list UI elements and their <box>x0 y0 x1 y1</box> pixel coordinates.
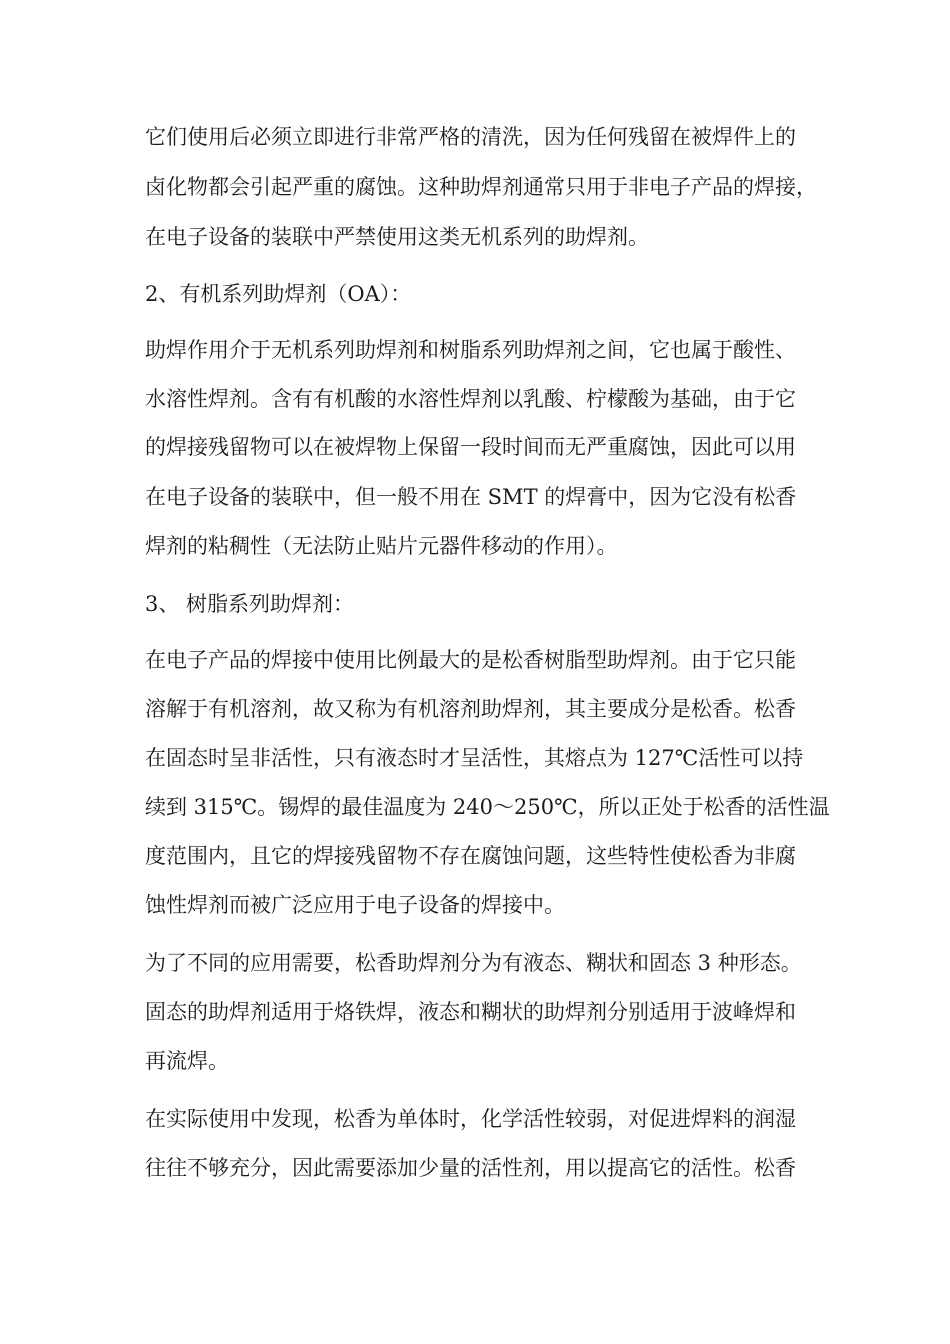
text-line: 在电子设备的装联中，但一般不用在 SMT 的焊膏中，因为它没有松香 <box>145 485 797 509</box>
text-line: 度范围内，且它的焊接残留物不存在腐蚀问题，这些特性使松香为非腐 <box>145 844 796 868</box>
section-heading: 3、 树脂系列助焊剂： <box>145 592 355 616</box>
section-heading: 2、有机系列助焊剂（OA）： <box>145 282 412 306</box>
text-line: 蚀性焊剂而被广泛应用于电子设备的焊接中。 <box>145 893 565 917</box>
text-line: 溶解于有机溶剂，故又称为有机溶剂助焊剂，其主要成分是松香。松香 <box>145 697 796 721</box>
text-line: 在固态时呈非活性，只有液态时才呈活性，其熔点为 127℃活性可以持 <box>145 746 804 770</box>
text-line: 固态的助焊剂适用于烙铁焊，液态和糊状的助焊剂分别适用于波峰焊和 <box>145 1000 796 1024</box>
text-line: 水溶性焊剂。含有有机酸的水溶性焊剂以乳酸、柠檬酸为基础，由于它 <box>145 387 796 411</box>
text-line: 续到 315℃。锡焊的最佳温度为 240～250℃，所以正处于松香的活性温 <box>145 795 830 819</box>
text-line: 往往不够充分，因此需要添加少量的活性剂，用以提高它的活性。松香 <box>145 1156 796 1180</box>
text-line: 的焊接残留物可以在被焊物上保留一段时间而无严重腐蚀，因此可以用 <box>145 435 796 459</box>
text-line: 再流焊。 <box>145 1049 229 1073</box>
text-line: 焊剂的粘稠性（无法防止贴片元器件移动的作用）。 <box>145 534 618 558</box>
text-line: 在电子设备的装联中严禁使用这类无机系列的助焊剂。 <box>145 225 649 249</box>
text-line: 卤化物都会引起严重的腐蚀。这种助焊剂通常只用于非电子产品的焊接， <box>145 175 817 199</box>
text-line: 在电子产品的焊接中使用比例最大的是松香树脂型助焊剂。由于它只能 <box>145 648 796 672</box>
text-line: 在实际使用中发现，松香为单体时，化学活性较弱，对促进焊料的润湿 <box>145 1107 796 1131</box>
text-line: 为了不同的应用需要，松香助焊剂分为有液态、糊状和固态 3 种形态。 <box>145 951 802 975</box>
text-line: 助焊作用介于无机系列助焊剂和树脂系列助焊剂之间，它也属于酸性、 <box>145 338 796 362</box>
text-line: 它们使用后必须立即进行非常严格的清洗，因为任何残留在被焊件上的 <box>145 125 796 149</box>
